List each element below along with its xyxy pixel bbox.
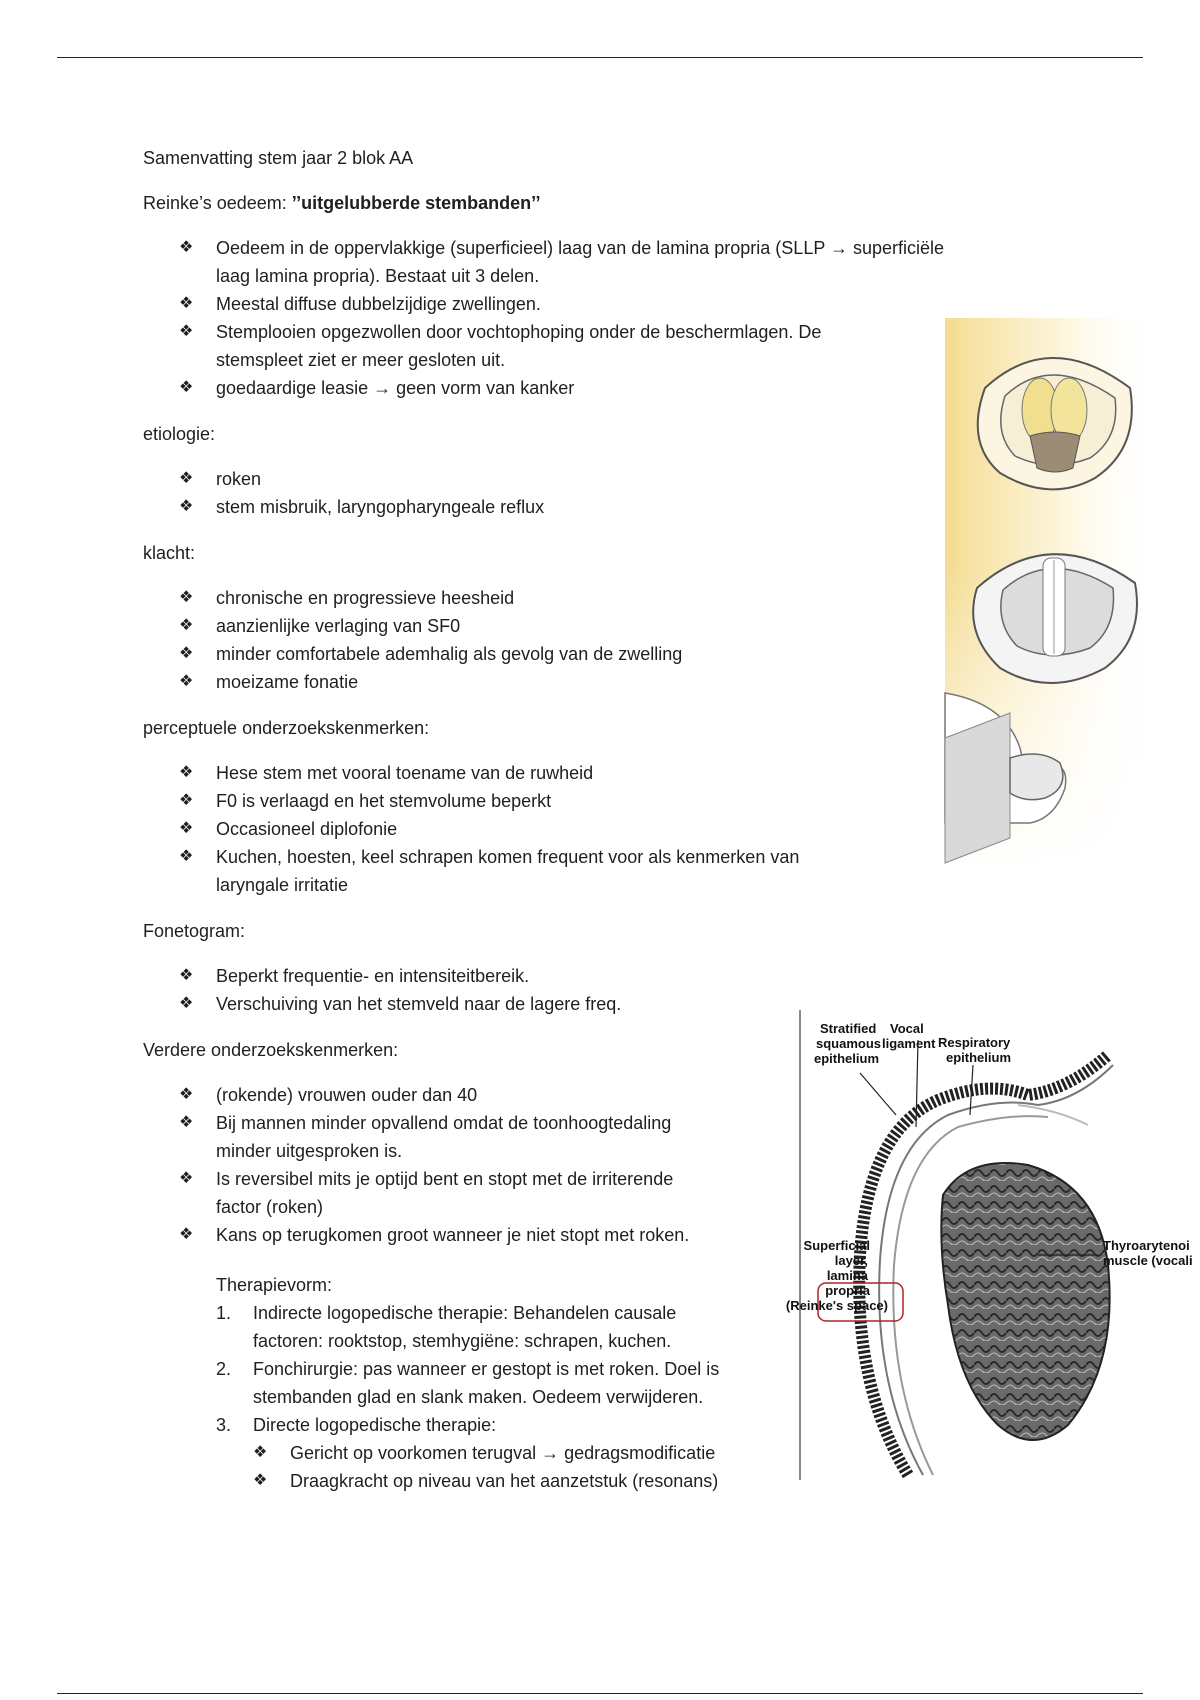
bullet-icon: ❖ xyxy=(179,470,194,487)
bullet-icon: ❖ xyxy=(179,1086,194,1103)
list-item: ❖ Verschuiving van het stemveld naar de lagere freq. xyxy=(143,990,1043,1018)
label-stratified: Stratified squamous epithelium xyxy=(814,1021,882,1066)
list-item: ❖ Hese stem met vooral toename van de ruwheid xyxy=(143,759,1043,787)
topic-nickname: ’’uitgelubberde stembanden’’ xyxy=(291,193,541,213)
label-respiratory: Respiratory epithelium xyxy=(938,1035,1012,1065)
list-item: ❖ Beperkt frequentie- en intensiteitbereik. xyxy=(143,962,1043,990)
list-item: ❖ stem misbruik, laryngopharyngeale reflux xyxy=(143,493,1043,521)
list-item: ❖ goedaardige leasie → geen vorm van kanker xyxy=(143,374,1043,402)
section-heading-phonetogram: Fonetogram: xyxy=(143,921,246,941)
list-item: 1. Indirecte logopedische therapie: Behandelen causale factoren: rooktstop, stemhygiëne: schrapen, kuchen. xyxy=(216,1303,677,1351)
list-item: 2. Fonchirurgie: pas wanneer er gestopt is met roken. Doel is stembanden glad en slank maken. Oedeem verwijderen. xyxy=(216,1359,720,1407)
list-item: ❖ Is reversibel mits je optijd bent en stopt met de irriterende factor (roken) xyxy=(143,1165,1043,1221)
list-item: 3. Directe logopedische therapie: ❖ Gericht op voorkomen terugval → gedragsmodificatie ❖ Draagkracht op niveau van het aanzetstuk (resonans) xyxy=(216,1411,1043,1495)
bullet-icon: ❖ xyxy=(179,848,194,865)
label-vocal-ligament: Vocal ligament xyxy=(882,1021,936,1051)
etiology-list xyxy=(143,465,1043,521)
label-thyroarytenoid: Thyroarytenoi muscle (vocali xyxy=(1103,1238,1193,1268)
definition-list xyxy=(143,234,1043,402)
footer-rule xyxy=(57,1693,1143,1694)
bullet-icon: ❖ xyxy=(179,645,194,662)
list-item: ❖ Occasioneel diplofonie xyxy=(143,815,1043,843)
ligament-line xyxy=(1018,1105,1088,1125)
leader-line xyxy=(860,1073,896,1115)
list-item: ❖ Bij mannen minder opvallend omdat de toonhoogtedaling minder uitgesproken is. xyxy=(143,1109,1043,1165)
section-heading-etiology: etiologie: xyxy=(143,424,216,444)
bullet-icon: ❖ xyxy=(179,1114,194,1131)
bullet-icon: ❖ xyxy=(179,967,194,984)
topic-label: Reinke’s oedeem: xyxy=(143,193,292,213)
therapy-heading: Therapievorm: xyxy=(216,1275,333,1295)
header-rule xyxy=(57,57,1143,58)
list-item: ❖ Kans op terugkomen groot wanneer je niet stopt met roken. xyxy=(143,1221,1043,1249)
bullet-icon: ❖ xyxy=(253,1444,268,1461)
larynx-illustration xyxy=(945,318,1160,868)
list-item: ❖ (rokende) vrouwen ouder dan 40 xyxy=(143,1081,1043,1109)
thyroarytenoid-muscle xyxy=(941,1163,1109,1440)
perceptual-list xyxy=(143,759,1043,899)
bullet-icon: ❖ xyxy=(179,239,194,256)
section-heading-perceptual: perceptuele onderzoekskenmerken: xyxy=(143,718,430,738)
vocal-fold-histology-diagram xyxy=(785,1005,1193,1485)
complaint-list xyxy=(143,584,1043,696)
list-item: ❖ moeizame fonatie xyxy=(143,668,1043,696)
bullet-icon: ❖ xyxy=(179,295,194,312)
list-item: ❖ Oedeem in de oppervlakkige (superficieel) laag van de lamina propria (SLLP → superficiële laag lamina propria). Bestaat uit 3 delen. xyxy=(143,234,1043,290)
list-item: ❖ chronische en progressieve heesheid xyxy=(143,584,1043,612)
topic-heading xyxy=(143,189,1043,217)
list-item: ❖ Gericht op voorkomen terugval → gedragsmodificatie xyxy=(253,1439,1043,1467)
section-heading-further: Verdere onderzoekskenmerken: xyxy=(143,1040,399,1060)
bullet-icon: ❖ xyxy=(179,589,194,606)
bullet-icon: ❖ xyxy=(179,1226,194,1243)
bullet-icon: ❖ xyxy=(253,1472,268,1489)
bullet-icon: ❖ xyxy=(179,1170,194,1187)
list-item: ❖ roken xyxy=(143,465,1043,493)
list-item: ❖ Draagkracht op niveau van het aanzetstuk (resonans) xyxy=(253,1467,1043,1495)
list-item: ❖ Kuchen, hoesten, keel schrapen komen frequent voor als kenmerken van laryngale irritatie xyxy=(143,843,1043,899)
bullet-icon: ❖ xyxy=(179,792,194,809)
bullet-icon: ❖ xyxy=(179,673,194,690)
bullet-icon: ❖ xyxy=(179,820,194,837)
bullet-icon: ❖ xyxy=(179,498,194,515)
bullet-icon: ❖ xyxy=(179,617,194,634)
bullet-icon: ❖ xyxy=(179,323,194,340)
section-heading-complaint: klacht: xyxy=(143,543,196,563)
bullet-icon: ❖ xyxy=(179,995,194,1012)
list-item: ❖ Stemplooien opgezwollen door vochtophoping onder de beschermlagen. De stemspleet ziet er meer gesloten uit. xyxy=(143,318,1043,374)
document-title: Samenvatting stem jaar 2 blok AA xyxy=(143,148,414,168)
list-item: ❖ minder comfortabele ademhalig als gevolg van de zwelling xyxy=(143,640,1043,668)
list-item: ❖ F0 is verlaagd en het stemvolume beperkt xyxy=(143,787,1043,815)
bullet-icon: ❖ xyxy=(179,764,194,781)
list-item: ❖ Meestal diffuse dubbelzijdige zwellingen. xyxy=(143,290,1043,318)
label-superficial: Superficial layer, lamina propria (Reinke's space) xyxy=(785,1238,888,1313)
bullet-icon: ❖ xyxy=(179,379,194,396)
list-item: ❖ aanzienlijke verlaging van SF0 xyxy=(143,612,1043,640)
